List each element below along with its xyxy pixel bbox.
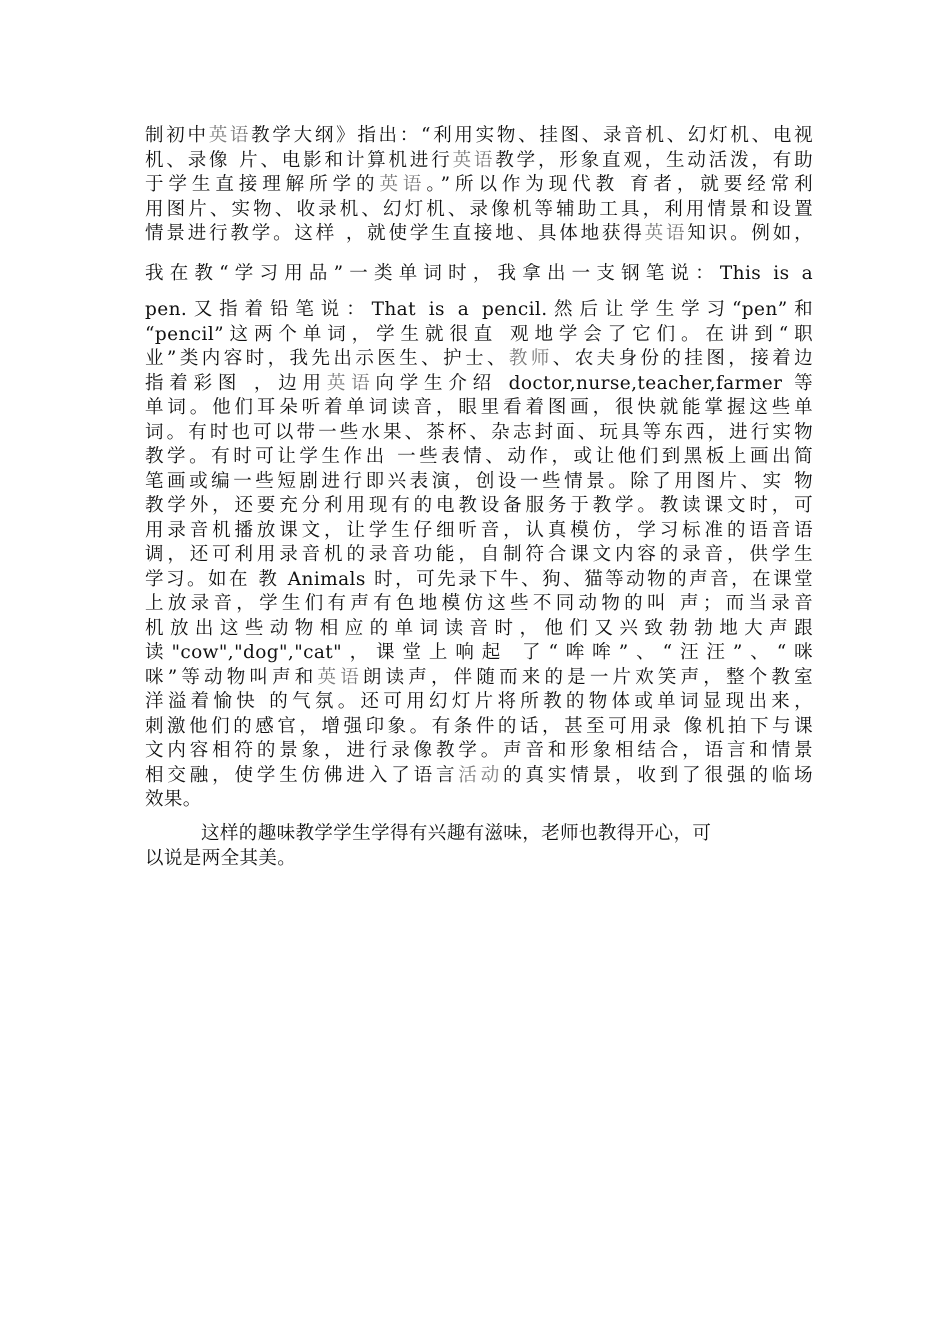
text-run: 机、录像 片、电影和计算机进行 — [145, 149, 453, 171]
text-run: 教学，形象直观，生动活泼，有助 — [495, 149, 813, 171]
text-line — [145, 666, 813, 691]
text-line — [145, 739, 813, 764]
text-run: 知识。例如， — [687, 223, 813, 244]
text-run: 以说是两全其美。 — [145, 847, 297, 869]
text-line — [145, 641, 813, 666]
text-run: 。”所以作为现代教 育者，就要经常利 — [426, 174, 813, 195]
highlighted-term: 英语 — [326, 372, 376, 394]
text-run: 这样的趣味教学学生学得有兴趣有滋味，老师也教得开心，可 — [201, 823, 712, 844]
highlighted-term: 教师 — [508, 348, 553, 369]
text-line — [145, 592, 813, 617]
text-line — [145, 124, 813, 149]
highlighted-term: 英语 — [379, 174, 427, 195]
text-run: 学习。如在 教 Animals 时，可先录下牛、狗、猫等动物的声音，在课堂 — [145, 568, 813, 590]
text-run: 相交融，使学生仿佛进入了语言 — [145, 764, 459, 786]
text-line — [145, 372, 813, 397]
text-line — [145, 617, 813, 642]
highlighted-term: 英语 — [317, 666, 363, 688]
text-line — [145, 568, 813, 593]
text-line — [145, 445, 813, 470]
text-line — [145, 421, 813, 446]
text-run: 教学外，还要充分利用现有的电教设备服务于教学。教读课文时，可 — [145, 495, 813, 516]
text-line — [145, 470, 813, 495]
text-run: 刺激他们的感官，增强印象。有条件的话，甚至可用录 像机拍下与课 — [145, 715, 813, 737]
text-run: 洋溢着愉快 的气氛。还可用幻灯片将所教的物体或单词显现出来， — [145, 691, 813, 712]
text-run: 笔画或编一些短剧进行即兴表演，创设一些情景。除了用图片、实 物 — [145, 470, 813, 492]
text-line — [145, 323, 813, 348]
text-line — [145, 690, 813, 715]
paragraph-wide-line — [145, 262, 813, 287]
text-line — [145, 494, 813, 519]
text-line: 我在教“学习用品”一类单词时，我拿出一支钢笔说：This is a — [145, 263, 813, 284]
text-run: 、农夫身份的挂图，接着边 — [552, 348, 813, 369]
text-run: 用图片、实物、收录机、幻灯机、录像机等辅助工具，利用情景和设置 — [145, 198, 813, 220]
text-run: 咪”等动物叫声和 — [145, 666, 318, 688]
text-run: 向学生介绍 doctor,nurse,teacher,farmer 等 — [375, 372, 813, 394]
text-line — [145, 198, 813, 223]
text-run: 情景进行教学。这样 ，就使学生直接地、具体地获得 — [145, 223, 645, 244]
text-line — [145, 173, 813, 198]
text-run: 读"cow","dog","cat"，课堂上响起 了“哞哞”、“汪汪”、“咪 — [145, 642, 813, 663]
text-run: 用录音机播放课文，让学生仔细听音，认真模仿，学习标准的语音语 — [145, 519, 813, 541]
text-run: “pencil”这两个单词，学生就很直 观地学会了它们。在讲到“职 — [145, 323, 813, 345]
text-run: 教学大纲》指出：“利用实物、挂图、录音机、幻灯机、电视 — [251, 125, 813, 146]
text-line — [145, 519, 813, 544]
text-run: 制初中 — [145, 125, 209, 146]
text-run: 于学生直接理解所学的 — [145, 174, 380, 195]
text-line — [145, 347, 813, 372]
text-line — [145, 822, 813, 847]
highlighted-term: 英语 — [208, 125, 252, 146]
text-run: 词。有时也可以带一些水果、茶杯、杂志封面、玩具等东西，进行实物 — [145, 421, 813, 443]
highlighted-term: 英语 — [452, 149, 496, 171]
text-run: pen.又指着铅笔说：That is a pencil.然后让学生学习“pen”和 — [145, 299, 813, 320]
text-run: 单词。他们耳朵听着单词读音，眼里看着图画，很快就能掌握这些单 — [145, 397, 813, 418]
text-line — [145, 149, 813, 174]
paragraph-1 — [145, 124, 813, 247]
text-line — [145, 222, 813, 247]
text-line — [145, 788, 813, 813]
paragraph-3 — [145, 822, 813, 871]
text-run: 指着彩图 ，边用 — [145, 372, 327, 394]
highlighted-term: 英语 — [644, 223, 688, 244]
text-line — [145, 847, 813, 872]
text-line — [145, 715, 813, 740]
text-run: 的真实情景，收到了很强的临场 — [503, 764, 813, 786]
text-run: 上放录音，学生们有声有色地模仿这些不同动物的叫 声；而当录音 — [145, 593, 813, 614]
text-run: 业”类内容时，我先出示医生、护士、 — [145, 348, 509, 369]
text-run: 教学。有时可让学生作出 一些表情、动作，或让他们到黑板上画出简 — [145, 446, 813, 467]
text-line — [145, 298, 813, 323]
text-run: 文内容相符的景象，进行录像教学。声音和形象相结合，语言和情景 — [145, 740, 813, 761]
paragraph-2 — [145, 298, 813, 813]
highlighted-term: 活动 — [458, 764, 504, 786]
text-line — [145, 396, 813, 421]
text-run: 朗读声，伴随而来的是一片欢笑声，整个教室 — [362, 666, 813, 688]
text-run: 调，还可利用录音机的录音功能，自制符合课文内容的录音，供学生 — [145, 544, 813, 565]
text-run: 机放出这些动物相应的单词读音时，他们又兴致勃勃地大声跟 — [145, 617, 813, 639]
text-line — [145, 764, 813, 789]
text-line — [145, 543, 813, 568]
text-run: 效果。 — [145, 789, 202, 810]
